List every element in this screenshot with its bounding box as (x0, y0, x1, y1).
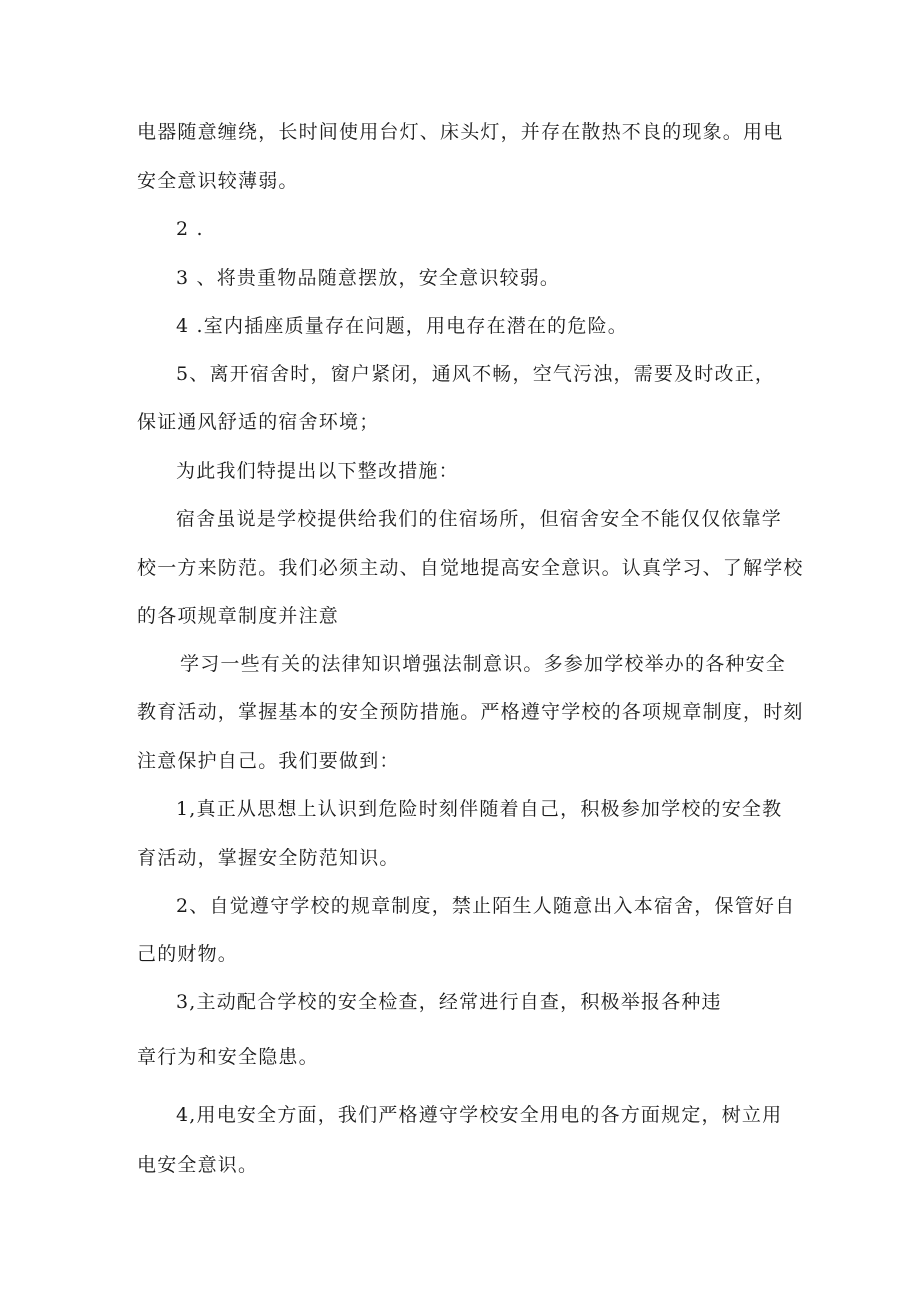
text-line: 5、离开宿舍时，窗户紧闭，通风不畅，空气污浊，需要及时改正， (176, 363, 776, 385)
text-line: 电器随意缠绕，长时间使用台灯、床头灯，并存在散热不良的现象。用电 (137, 121, 784, 143)
text-line: 学习一些有关的法律知识增强法制意识。多参加学校举办的各种安全 (180, 653, 787, 675)
text-line: 2 . (176, 218, 204, 240)
text-line: 注意保护自己。我们要做到： (137, 750, 400, 772)
text-line: 育活动，掌握安全防范知识。 (137, 847, 400, 869)
text-line: 3 、将贵重物品随意摆放，安全意识较弱。 (176, 267, 561, 289)
text-line: 己的财物。 (137, 943, 239, 965)
text-line: 教育活动，掌握基本的安全预防措施。严格遵守学校的各项规章制度，时刻 (137, 701, 804, 723)
text-line: 2、自觉遵守学校的规章制度，禁止陌生人随意出入本宿舍，保管好自 (176, 895, 796, 917)
text-line: 章行为和安全隐患。 (137, 1046, 319, 1068)
text-line: 保证通风舒适的宿舍环境； (137, 411, 380, 433)
text-line: 4,用电安全方面，我们严格遵守学校安全用电的各方面规定，树立用 (176, 1104, 783, 1126)
text-line: 校一方来防范。我们必须主动、自觉地提高安全意识。认真学习、了解学校 (137, 557, 804, 579)
text-line: 安全意识较薄弱。 (137, 170, 299, 192)
text-line: 1,真正从思想上认识到危险时刻伴随着自己，积极参加学校的安全教 (176, 798, 783, 820)
text-line: 为此我们特提出以下整改措施： (176, 460, 459, 482)
text-line: 4 .室内插座质量存在问题，用电存在潜在的危险。 (176, 315, 628, 337)
text-line: 宿舍虽说是学校提供给我们的住宿场所，但宿舍安全不能仅仅依靠学 (176, 508, 783, 530)
text-line: 的各项规章制度并注意 (137, 605, 340, 627)
text-line: 电安全意识。 (137, 1154, 259, 1176)
text-line: 3,主动配合学校的安全检查，经常进行自查，积极举报各种违 (176, 991, 722, 1013)
